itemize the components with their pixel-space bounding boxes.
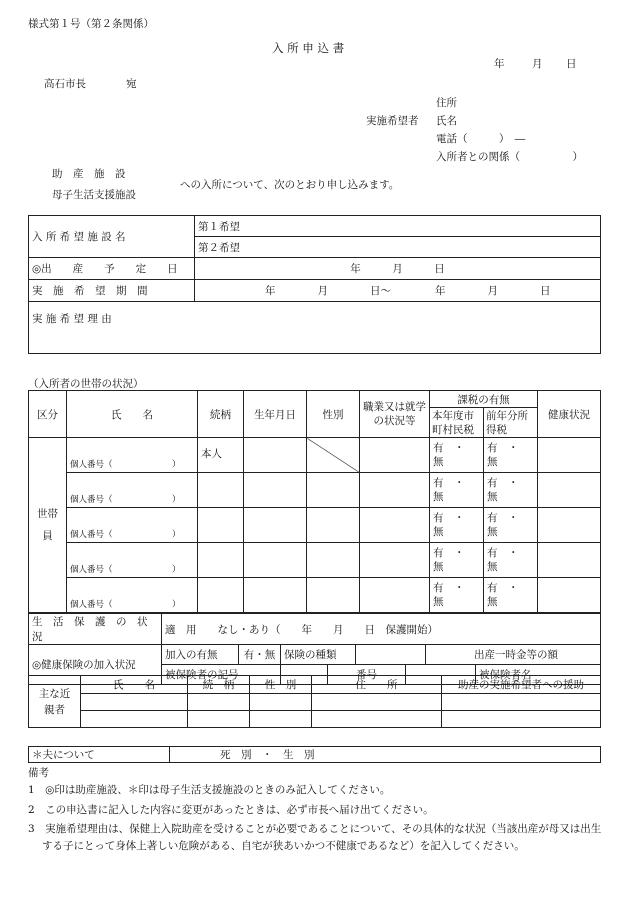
relative-sex-field[interactable] — [250, 694, 312, 711]
no-option: 無 — [433, 491, 444, 503]
relative-relation-field[interactable] — [188, 694, 250, 711]
welfare-value: なし・あり（ 年 月 日 保護開始） — [217, 623, 438, 636]
no-option: 無 — [487, 596, 498, 608]
city-tax-yes-no[interactable] — [430, 578, 484, 613]
member-relation-field[interactable] — [198, 473, 244, 508]
applicant-role: 実施希望者 — [366, 115, 419, 127]
col-birth: 生年月日 — [244, 391, 307, 438]
relative-support-field[interactable] — [442, 694, 601, 711]
member-birth-field[interactable] — [244, 578, 307, 613]
member-sex-field[interactable] — [307, 508, 360, 543]
personal-number-label: 個人番号（ ） — [70, 460, 181, 470]
member-relation-field[interactable] — [198, 508, 244, 543]
no-option: 無 — [433, 456, 444, 468]
insurance-kind-field[interactable] — [356, 645, 426, 665]
member-birth-field[interactable] — [244, 473, 307, 508]
relatives-col-support: 助産の実施希望者への援助 — [442, 676, 601, 694]
col-sex: 性別 — [307, 391, 360, 438]
city-tax-yes-no[interactable] — [430, 438, 484, 473]
due-date-label: ◎出 産 予 定 日 — [29, 258, 195, 280]
yes-option: 有 ・ — [487, 547, 519, 559]
due-date-field[interactable] — [195, 258, 601, 280]
no-option: 無 — [487, 491, 498, 503]
application-table — [28, 215, 601, 354]
col-tax-income: 前年分所得税 — [484, 408, 538, 438]
col-category: 区分 — [29, 391, 67, 438]
date-year: 年 — [494, 58, 505, 70]
personal-number-label: 個人番号（ ） — [70, 565, 181, 575]
husband-table — [28, 746, 601, 763]
household-member-label: 世帯員 — [29, 438, 67, 613]
yes-option: 有 ・ — [433, 477, 465, 489]
income-tax-yes-no[interactable] — [484, 508, 538, 543]
welfare-applied: 適 用 — [165, 623, 197, 636]
due-date-value: 年 月 日 — [350, 263, 445, 275]
reason-field[interactable] — [29, 302, 601, 354]
member-name-field[interactable] — [67, 543, 198, 578]
member-name-field[interactable] — [67, 578, 198, 613]
member-health-field[interactable] — [538, 543, 601, 578]
note-3-wrap — [28, 821, 603, 855]
city-tax-yes-no[interactable] — [430, 543, 484, 578]
member-health-field[interactable] — [538, 578, 601, 613]
no-option: 無 — [487, 456, 498, 468]
applicant-relation-label: 入所者との関係（ ） — [436, 151, 583, 163]
member-relation-field[interactable] — [198, 578, 244, 613]
insurance-enrolled-label: 加入の有無 — [162, 645, 239, 665]
member-relation-field[interactable] — [198, 543, 244, 578]
member-name-field[interactable] — [67, 438, 198, 473]
relative-support-field[interactable] — [442, 711, 601, 728]
husband-value: 死 別 ・ 生 別 — [220, 749, 315, 761]
yes-option: 有 ・ — [433, 442, 465, 454]
relative-sex-field[interactable] — [250, 711, 312, 728]
second-choice-field[interactable]: 第２希望 — [195, 237, 601, 258]
note-2: 2 この申込書に記入した内容に変更があったときは、必ず市長へ届け出てください。 — [28, 804, 434, 816]
no-option: 無 — [433, 596, 444, 608]
income-tax-yes-no[interactable] — [484, 543, 538, 578]
member-sex-field[interactable] — [307, 473, 360, 508]
no-option: 無 — [487, 561, 498, 573]
addressee: 高石市長 — [44, 78, 86, 90]
yes-option: 有 ・ — [487, 442, 519, 454]
member-health-field[interactable] — [538, 473, 601, 508]
member-health-field[interactable] — [538, 438, 601, 473]
col-health: 健康状況 — [538, 391, 601, 438]
note-1: 1 ◎印は助産施設、＊印は母子生活支援施設のときのみ記入してください。 — [28, 784, 391, 796]
insurance-label: ◎健康保険の加入状況 — [29, 645, 162, 685]
member-birth-field[interactable] — [244, 438, 307, 473]
member-sex-field[interactable] — [307, 578, 360, 613]
member-job-field[interactable] — [360, 543, 430, 578]
household-table — [28, 390, 601, 613]
relatives-label: 主な近親者 — [29, 676, 81, 728]
personal-number-label: 個人番号（ ） — [70, 495, 181, 505]
insured-number-label: 番号 — [328, 665, 406, 685]
city-tax-yes-no[interactable] — [430, 473, 484, 508]
insurance-lump-sum[interactable] — [426, 645, 601, 665]
document-title: 入 所 申 込 書 — [272, 41, 345, 55]
period-field[interactable] — [195, 280, 601, 302]
relatives-col-sex: 性 別 — [250, 676, 312, 694]
member-health-field[interactable] — [538, 508, 601, 543]
personal-number-label: 個人番号（ ） — [70, 600, 181, 610]
col-tax-city: 本年度市町村民税 — [430, 408, 484, 438]
member-sex-field[interactable] — [307, 543, 360, 578]
city-tax-yes-no[interactable] — [430, 508, 484, 543]
yes-option: 有 ・ — [433, 582, 465, 594]
member-relation-field[interactable] — [198, 438, 244, 473]
lump-sum-label: 出産一時金等の額 — [474, 649, 558, 661]
no-option: 無 — [433, 561, 444, 573]
period-to: 年 月 日 — [435, 285, 551, 297]
member-name-field[interactable] — [67, 508, 198, 543]
period-from: 年 月 日～ — [265, 285, 391, 297]
relative-relation-field[interactable] — [188, 711, 250, 728]
applicant-phone-label: 電話（ ） ― — [436, 133, 526, 145]
col-job: 職業又は就学の状況等 — [360, 391, 430, 438]
facility-type-mother-child: 母子生活支援施設 — [52, 189, 136, 201]
yes-option: 有 ・ — [487, 582, 519, 594]
income-tax-yes-no[interactable] — [484, 578, 538, 613]
notes-title: 備考 — [28, 767, 49, 779]
period-label: 実 施 希 望 期 間 — [29, 280, 195, 302]
income-tax-yes-no[interactable] — [484, 438, 538, 473]
note-3: 3 実施希望理由は、保健上入院助産を受けることが必要であることについて、その具体的な状況（当該出産が母又は出生する子にとって身体上著しい危険がある、自宅が狭あいかつ不健康であるなど）を記入してください。 — [28, 823, 602, 852]
no-option: 無 — [487, 526, 498, 538]
relative-address-field[interactable] — [312, 711, 442, 728]
yes-option: 有 ・ — [487, 477, 519, 489]
no-option: 無 — [433, 526, 444, 538]
member-name-field[interactable] — [67, 473, 198, 508]
household-section-title: （入所者の世帯の状況） — [28, 378, 144, 390]
relative-name-field[interactable] — [81, 711, 188, 728]
member-sex-diagonal — [307, 438, 360, 473]
facility-type-midwifery: 助 産 施 設 — [52, 168, 126, 180]
relatives-col-relation: 続 柄 — [188, 676, 250, 694]
yes-option: 有 ・ — [433, 512, 465, 524]
first-choice-field[interactable]: 第１希望 — [195, 216, 601, 237]
insurance-enrolled-value[interactable]: 有・無 — [239, 645, 281, 665]
col-name: 氏 名 — [67, 391, 198, 438]
col-tax: 課税の有無 — [430, 391, 538, 408]
relative-address-field[interactable] — [312, 694, 442, 711]
member-job-field[interactable] — [360, 438, 430, 473]
member-job-field[interactable] — [360, 578, 430, 613]
member-birth-field[interactable] — [244, 508, 307, 543]
date-day: 日 — [566, 58, 577, 70]
applicant-name-label: 氏名 — [436, 115, 457, 127]
yes-option: 有 ・ — [433, 547, 465, 559]
husband-field[interactable] — [170, 747, 601, 763]
reason-label: 実 施 希 望 理 由 — [32, 313, 112, 325]
date-month: 月 — [532, 58, 543, 70]
welfare-field[interactable] — [162, 614, 601, 645]
husband-label: ＊夫について — [29, 747, 170, 763]
self-relation: 本人 — [201, 448, 222, 460]
form-number: 様式第１号（第２条関係） — [28, 18, 154, 30]
member-job-field[interactable] — [360, 473, 430, 508]
insurance-kind-label: 保険の種類 — [281, 645, 356, 665]
facility-statement: への入所について、次のとおり申し込みます。 — [180, 179, 400, 191]
applicant-address-label: 住所 — [436, 97, 457, 109]
relatives-col-name: 氏 名 — [81, 676, 188, 694]
yes-option: 有 ・ — [487, 512, 519, 524]
member-birth-field[interactable] — [244, 543, 307, 578]
personal-number-label: 個人番号（ ） — [70, 530, 181, 540]
income-tax-yes-no[interactable] — [484, 473, 538, 508]
relatives-table — [28, 675, 601, 728]
insured-symbol-label: 被保険者の記号 — [162, 665, 281, 685]
addressee-suffix: 宛 — [126, 78, 137, 90]
welfare-label: 生 活 保 護 の 状 況 — [29, 614, 162, 645]
member-job-field[interactable] — [360, 508, 430, 543]
insured-name-label: 被保険者名 — [479, 669, 532, 681]
relatives-col-address: 住 所 — [312, 676, 442, 694]
relative-name-field[interactable] — [81, 694, 188, 711]
col-relation: 続柄 — [198, 391, 244, 438]
facility-name-label: 入 所 希 望 施 設 名 — [29, 216, 195, 258]
